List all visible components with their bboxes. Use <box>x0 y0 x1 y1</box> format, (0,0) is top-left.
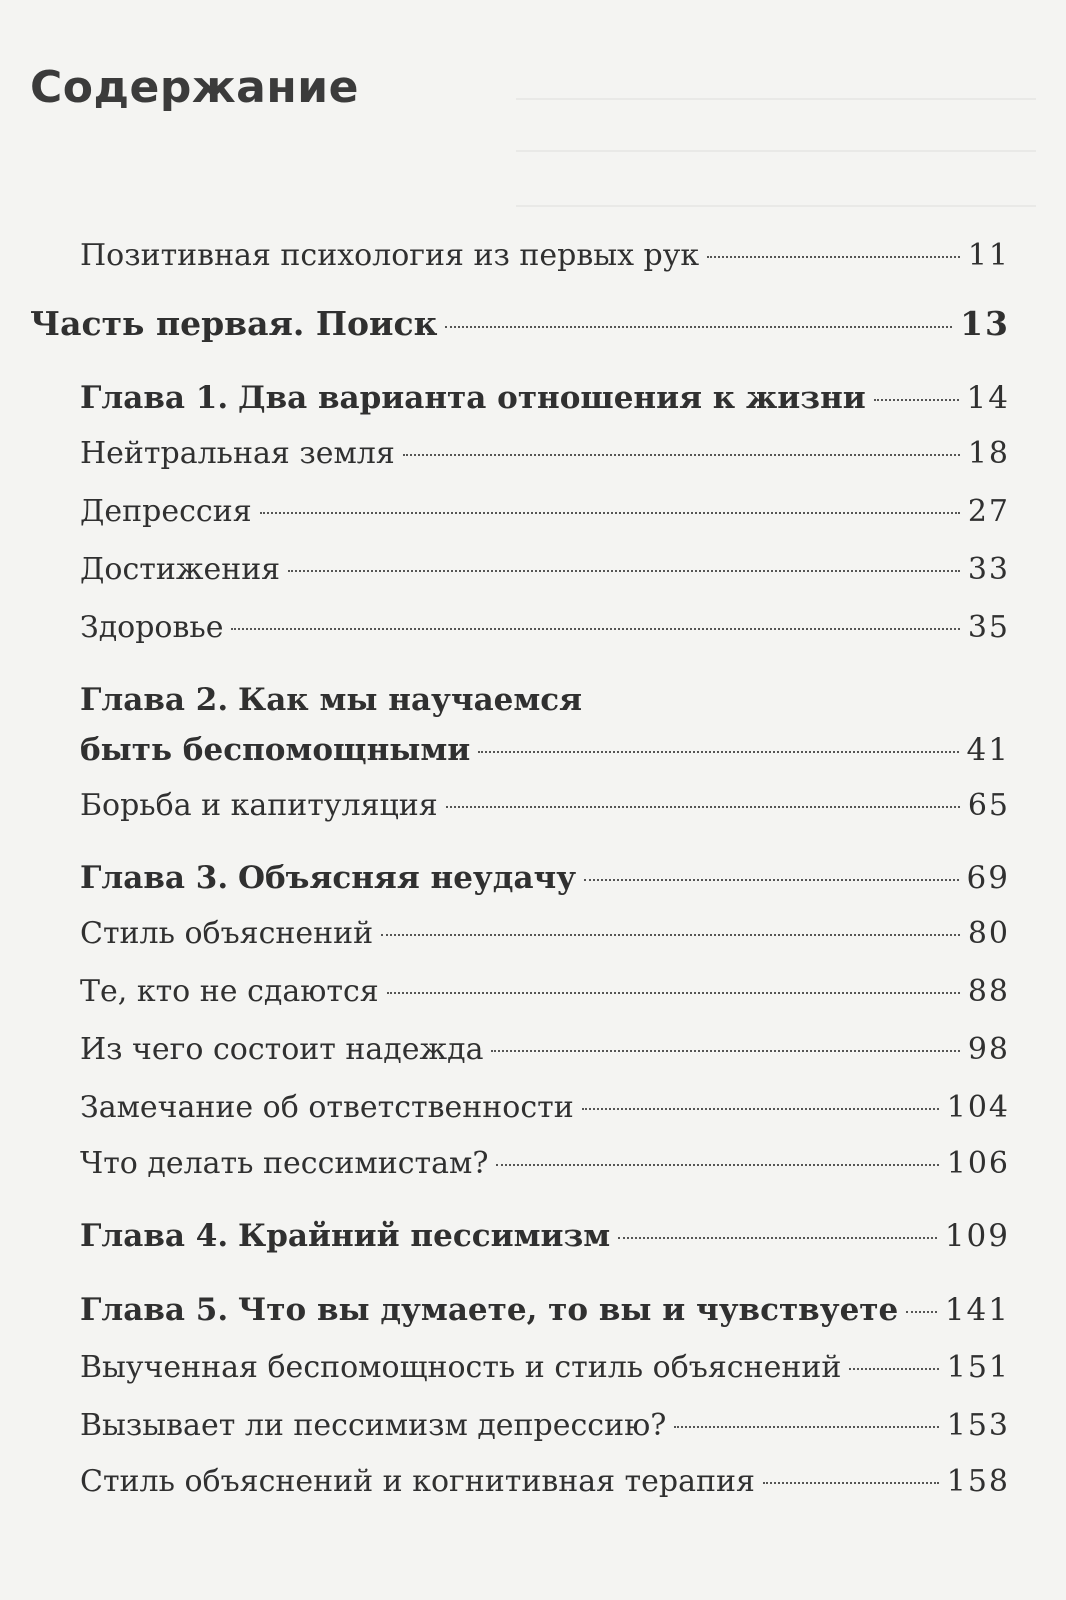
toc-chapter-1[interactable] <box>80 378 1010 418</box>
dot-leader <box>381 934 960 936</box>
chapter-title-continued: быть беспомощными <box>80 732 471 768</box>
toc-section[interactable] <box>80 608 1010 648</box>
dot-leader <box>231 628 959 630</box>
toc-section[interactable] <box>80 1348 1010 1388</box>
toc-part-title: Часть первая. Поиск <box>30 304 438 343</box>
dot-leader <box>582 1108 939 1110</box>
toc-chapter-2-line-1[interactable] <box>80 680 582 720</box>
toc-chapter-3[interactable] <box>80 858 1010 898</box>
toc-section-title: Нейтральная земля <box>80 436 395 471</box>
toc-section-page: 106 <box>946 1146 1010 1181</box>
dot-leader <box>446 806 960 808</box>
toc-section-title: Что делать пессимистам? <box>80 1146 489 1181</box>
toc-section-title: Те, кто не сдаются <box>80 974 379 1009</box>
dot-leader <box>849 1368 938 1370</box>
toc-section-title: Депрессия <box>80 494 252 529</box>
dot-leader <box>874 399 959 401</box>
toc-section-title: Вызывает ли пессимизм депрессию? <box>80 1408 667 1443</box>
dot-leader <box>496 1164 938 1166</box>
toc-section-page: 104 <box>946 1090 1010 1125</box>
toc-chapter-title <box>80 378 866 418</box>
toc-part-1[interactable] <box>30 304 1010 344</box>
chapter-title: Крайний пессимизм <box>238 1218 611 1254</box>
chapter-title: Два варианта отношения к жизни <box>238 380 866 416</box>
dot-leader <box>674 1426 938 1428</box>
toc-section-page: 65 <box>967 788 1010 823</box>
dot-leader <box>387 992 960 994</box>
toc-section[interactable] <box>80 434 1010 474</box>
toc-section[interactable] <box>80 492 1010 532</box>
chapter-label: Глава 3. <box>80 860 229 896</box>
toc-chapter-5[interactable] <box>80 1290 1010 1330</box>
toc-section-title: Замечание об ответственности <box>80 1090 574 1125</box>
toc-section[interactable] <box>80 1144 1010 1184</box>
toc-section-page: 27 <box>967 494 1010 529</box>
chapter-label: Глава 2. <box>80 682 229 718</box>
toc-section-page: 158 <box>946 1464 1010 1499</box>
dot-leader <box>491 1050 959 1052</box>
dot-leader <box>618 1237 937 1239</box>
toc-section-title: Из чего состоит надежда <box>80 1032 484 1067</box>
toc-section-title: Стиль объяснений и когнитивная терапия <box>80 1464 755 1499</box>
dot-leader <box>260 512 960 514</box>
toc-section-page: 18 <box>967 436 1010 471</box>
bleed-through <box>516 205 1036 207</box>
toc-section-page: 88 <box>967 974 1010 1009</box>
dot-leader <box>445 326 952 328</box>
toc-entry-title: Позитивная психология из первых рук <box>80 238 700 273</box>
chapter-title: Как мы научаемся <box>238 682 583 718</box>
toc-section-page: 80 <box>967 916 1010 951</box>
toc-chapter-title <box>80 1290 898 1330</box>
toc-section-title: Выученная беспомощность и стиль объяснений <box>80 1350 842 1385</box>
chapter-label: Глава 4. <box>80 1218 229 1254</box>
chapter-title: Объясняя неудачу <box>238 860 577 896</box>
dot-leader <box>763 1482 939 1484</box>
toc-chapter-page: 14 <box>966 380 1010 416</box>
chapter-label: Глава 1. <box>80 380 229 416</box>
toc-chapter-title <box>80 858 576 898</box>
toc-section[interactable] <box>80 914 1010 954</box>
dot-leader <box>584 879 958 881</box>
toc-section-title: Здоровье <box>80 610 224 645</box>
toc-entry-page: 11 <box>967 238 1010 273</box>
toc-chapter-4[interactable] <box>80 1216 1010 1256</box>
toc-section-page: 153 <box>946 1408 1010 1443</box>
toc-section[interactable] <box>80 1462 1010 1502</box>
dot-leader <box>478 751 958 753</box>
toc-section[interactable] <box>80 1030 1010 1070</box>
toc-section-page: 33 <box>967 552 1010 587</box>
toc-section-title: Достижения <box>80 552 281 587</box>
toc-chapter-page: 109 <box>944 1218 1010 1254</box>
toc-section-title: Борьба и капитуляция <box>80 788 438 823</box>
dot-leader <box>403 454 960 456</box>
toc-chapter-2[interactable] <box>80 730 1010 770</box>
toc-section[interactable] <box>80 786 1010 826</box>
toc-chapter-page: 141 <box>944 1292 1010 1328</box>
toc-entry-intro[interactable] <box>80 236 1010 276</box>
chapter-title: Что вы думаете, то вы и чувствуете <box>238 1292 899 1328</box>
toc-section[interactable] <box>80 1088 1010 1128</box>
dot-leader <box>906 1311 937 1313</box>
toc-part-page: 13 <box>960 304 1010 343</box>
dot-leader <box>288 570 960 572</box>
toc-chapter-page: 69 <box>966 860 1010 896</box>
toc-section-page: 151 <box>946 1350 1010 1385</box>
page-title: Содержание <box>30 62 359 113</box>
toc-section[interactable] <box>80 972 1010 1012</box>
toc-section-title: Стиль объяснений <box>80 916 374 951</box>
toc-section[interactable] <box>80 550 1010 590</box>
dot-leader <box>707 256 960 258</box>
toc-chapter-title <box>80 730 470 770</box>
toc-chapter-title <box>80 1216 610 1256</box>
chapter-label: Глава 5. <box>80 1292 229 1328</box>
toc-chapter-page: 41 <box>966 732 1010 768</box>
toc-section-page: 98 <box>967 1032 1010 1067</box>
toc-section[interactable] <box>80 1406 1010 1446</box>
toc-section-page: 35 <box>967 610 1010 645</box>
bleed-through <box>516 98 1036 100</box>
bleed-through <box>516 150 1036 152</box>
